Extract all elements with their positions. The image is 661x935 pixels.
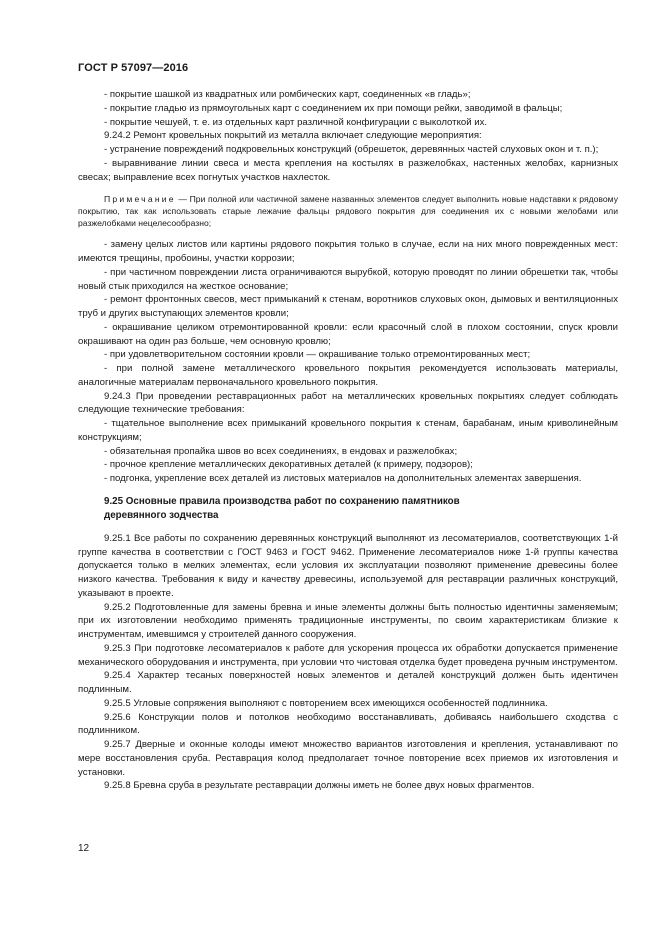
- paragraph: - при частичном повреждении листа ограничиваются вырубкой, которую проводят по линии обрешетки так, чтобы новый стык приходился на жесткое основание;: [78, 266, 618, 292]
- paragraph: 9.25.7 Дверные и оконные колоды имеют множество вариантов изготовления и крепления, устанавливают по мере восстановления сруба. Реставрация колод предполагает точное повторение всех приемов их изготовления и установки.: [78, 739, 618, 778]
- paragraph: 9.24.2 Ремонт кровельных покрытий из металла включает следующие мероприятия:: [104, 130, 482, 142]
- page-number: 12: [78, 843, 90, 854]
- paragraph: 9.25.6 Конструкции полов и потолков необходимо восстанавливать, добиваясь наибольшего сходства с подлинником.: [78, 711, 618, 737]
- paragraph: - при полной замене металлического кровельного покрытия рекомендуется использовать материалы, аналогичные материалам первоначального кровельного покрытия.: [78, 363, 618, 388]
- paragraph: - выравнивание линии свеса и места крепления на костылях в разжелобках, настенных желобах, карнизных свесах; выправление всех погнутых участков нахлесток.: [78, 157, 618, 183]
- paragraph: - устранение повреждений подкровельных конструкций (обрешеток, деревянных частей слуховых окон и т. п.);: [104, 144, 599, 155]
- page-content: [78, 88, 618, 793]
- document-code-header: ГОСТ Р 57097—2016: [78, 62, 189, 74]
- paragraph: - подгонка, укрепление всех деталей из листовых материалов на дополнительных элементах завершения.: [104, 473, 582, 484]
- paragraph: 9.25.5 Угловые сопряжения выполняют с повторением всех имеющихся особенностей подлинника.: [104, 697, 548, 709]
- paragraph-group-roofing-types: [78, 88, 618, 184]
- paragraph: - окрашивание целиком отремонтированной кровли: если красочный слой в плохом состоянии, спуск кровли окрашивают на один раз больше, чем основную кровлю;: [78, 321, 618, 347]
- paragraph: 9.24.3 При проведении реставрационных работ на металлических кровельных покрытиях следует соблюдать следующие технические требования:: [78, 390, 618, 416]
- paragraph: 9.25.3 При подготовке лесоматериалов к работе для ускорения процесса их обработки допускается применение механического оборудования и инструмента, при условии что чистовая отделка будет проведена ручным инструментом.: [78, 642, 618, 668]
- section-heading: [78, 495, 618, 523]
- section-heading-line: 9.25 Основные правила производства работ по сохранению памятников: [104, 495, 460, 507]
- note: [78, 193, 618, 229]
- note-text: — При полной или частичной замене названных элементов следует выполнить новые надставки к рядовому покрытию, так как использовать старые лежачие фальцы рядового покрытия для соединения их с новыми желобами или разжелобками нецелесообразно;: [78, 194, 618, 229]
- paragraph: 9.25.2 Подготовленные для замены бревна и иные элементы должны быть полностью идентичны заменяемым; при их изготовлении необходимо применять традиционные инструменты, по своим характеристикам близкие к инструментам, имевшимся у строителей данного сооружения.: [78, 601, 618, 640]
- paragraph: - при удовлетворительном состоянии кровли — окрашивание только отремонтированных мест;: [104, 349, 531, 361]
- paragraph: 9.25.8 Бревна сруба в результате реставрации должны иметь не более двух новых фрагментов.: [104, 780, 535, 792]
- paragraph: - прочное крепление металлических декоративных деталей (к примеру, подзоров);: [104, 459, 473, 471]
- paragraph-group-wooden-architecture: [78, 532, 618, 793]
- paragraph: - замену целых листов или картины рядового покрытия только в случае, если на них много поврежденных мест: имеются трещины, пробоины, участки коррозии;: [78, 239, 618, 264]
- paragraph: - тщательное выполнение всех примыканий кровельного покрытия к стенам, барабанам, иным криволинейным конструкциям;: [78, 418, 618, 443]
- paragraph: 9.25.4 Характер тесаных поверхностей новых элементов и деталей конструкций должен быть идентичен подлинным.: [78, 670, 618, 695]
- paragraph: - ремонт фронтонных свесов, мест примыканий к стенам, воротников слуховых окон, дымовых и вентиляционных труб и других выступающих элементов кровли;: [78, 294, 618, 319]
- paragraph: - покрытие шашкой из квадратных или ромбических карт, соединенных «в гладь»;: [104, 89, 471, 100]
- section-heading-line: деревянного зодчества: [104, 509, 219, 521]
- paragraph: - покрытие гладью из прямоугольных карт с соединением их при помощи рейки, заводимой в фальцы;: [104, 102, 563, 114]
- paragraph: - обязательная пропайка швов во всех соединениях, в ендовах и разжелобках;: [104, 445, 458, 457]
- paragraph: 9.25.1 Все работы по сохранению деревянных конструкций выполняют из лесоматериалов, соответствующих 1-й группе качества в соответствии с ГОСТ 9463 и ГОСТ 9462. Применение лесоматериалов ниже 1-й группы качества допускается только в мелких элементах, если условия их эксплуатации позволяют применение древесины более низкого качества. Требования к виду и качеству древесины, используемой для реставрации различных конструкций, указывают в проекте.: [78, 532, 618, 599]
- paragraph-group-metal-roof-repair: [78, 238, 618, 486]
- note-label: Примечание: [104, 194, 176, 205]
- paragraph: - покрытие чешуей, т. е. из отдельных карт различной конфигурации с выколоткой их.: [104, 116, 488, 128]
